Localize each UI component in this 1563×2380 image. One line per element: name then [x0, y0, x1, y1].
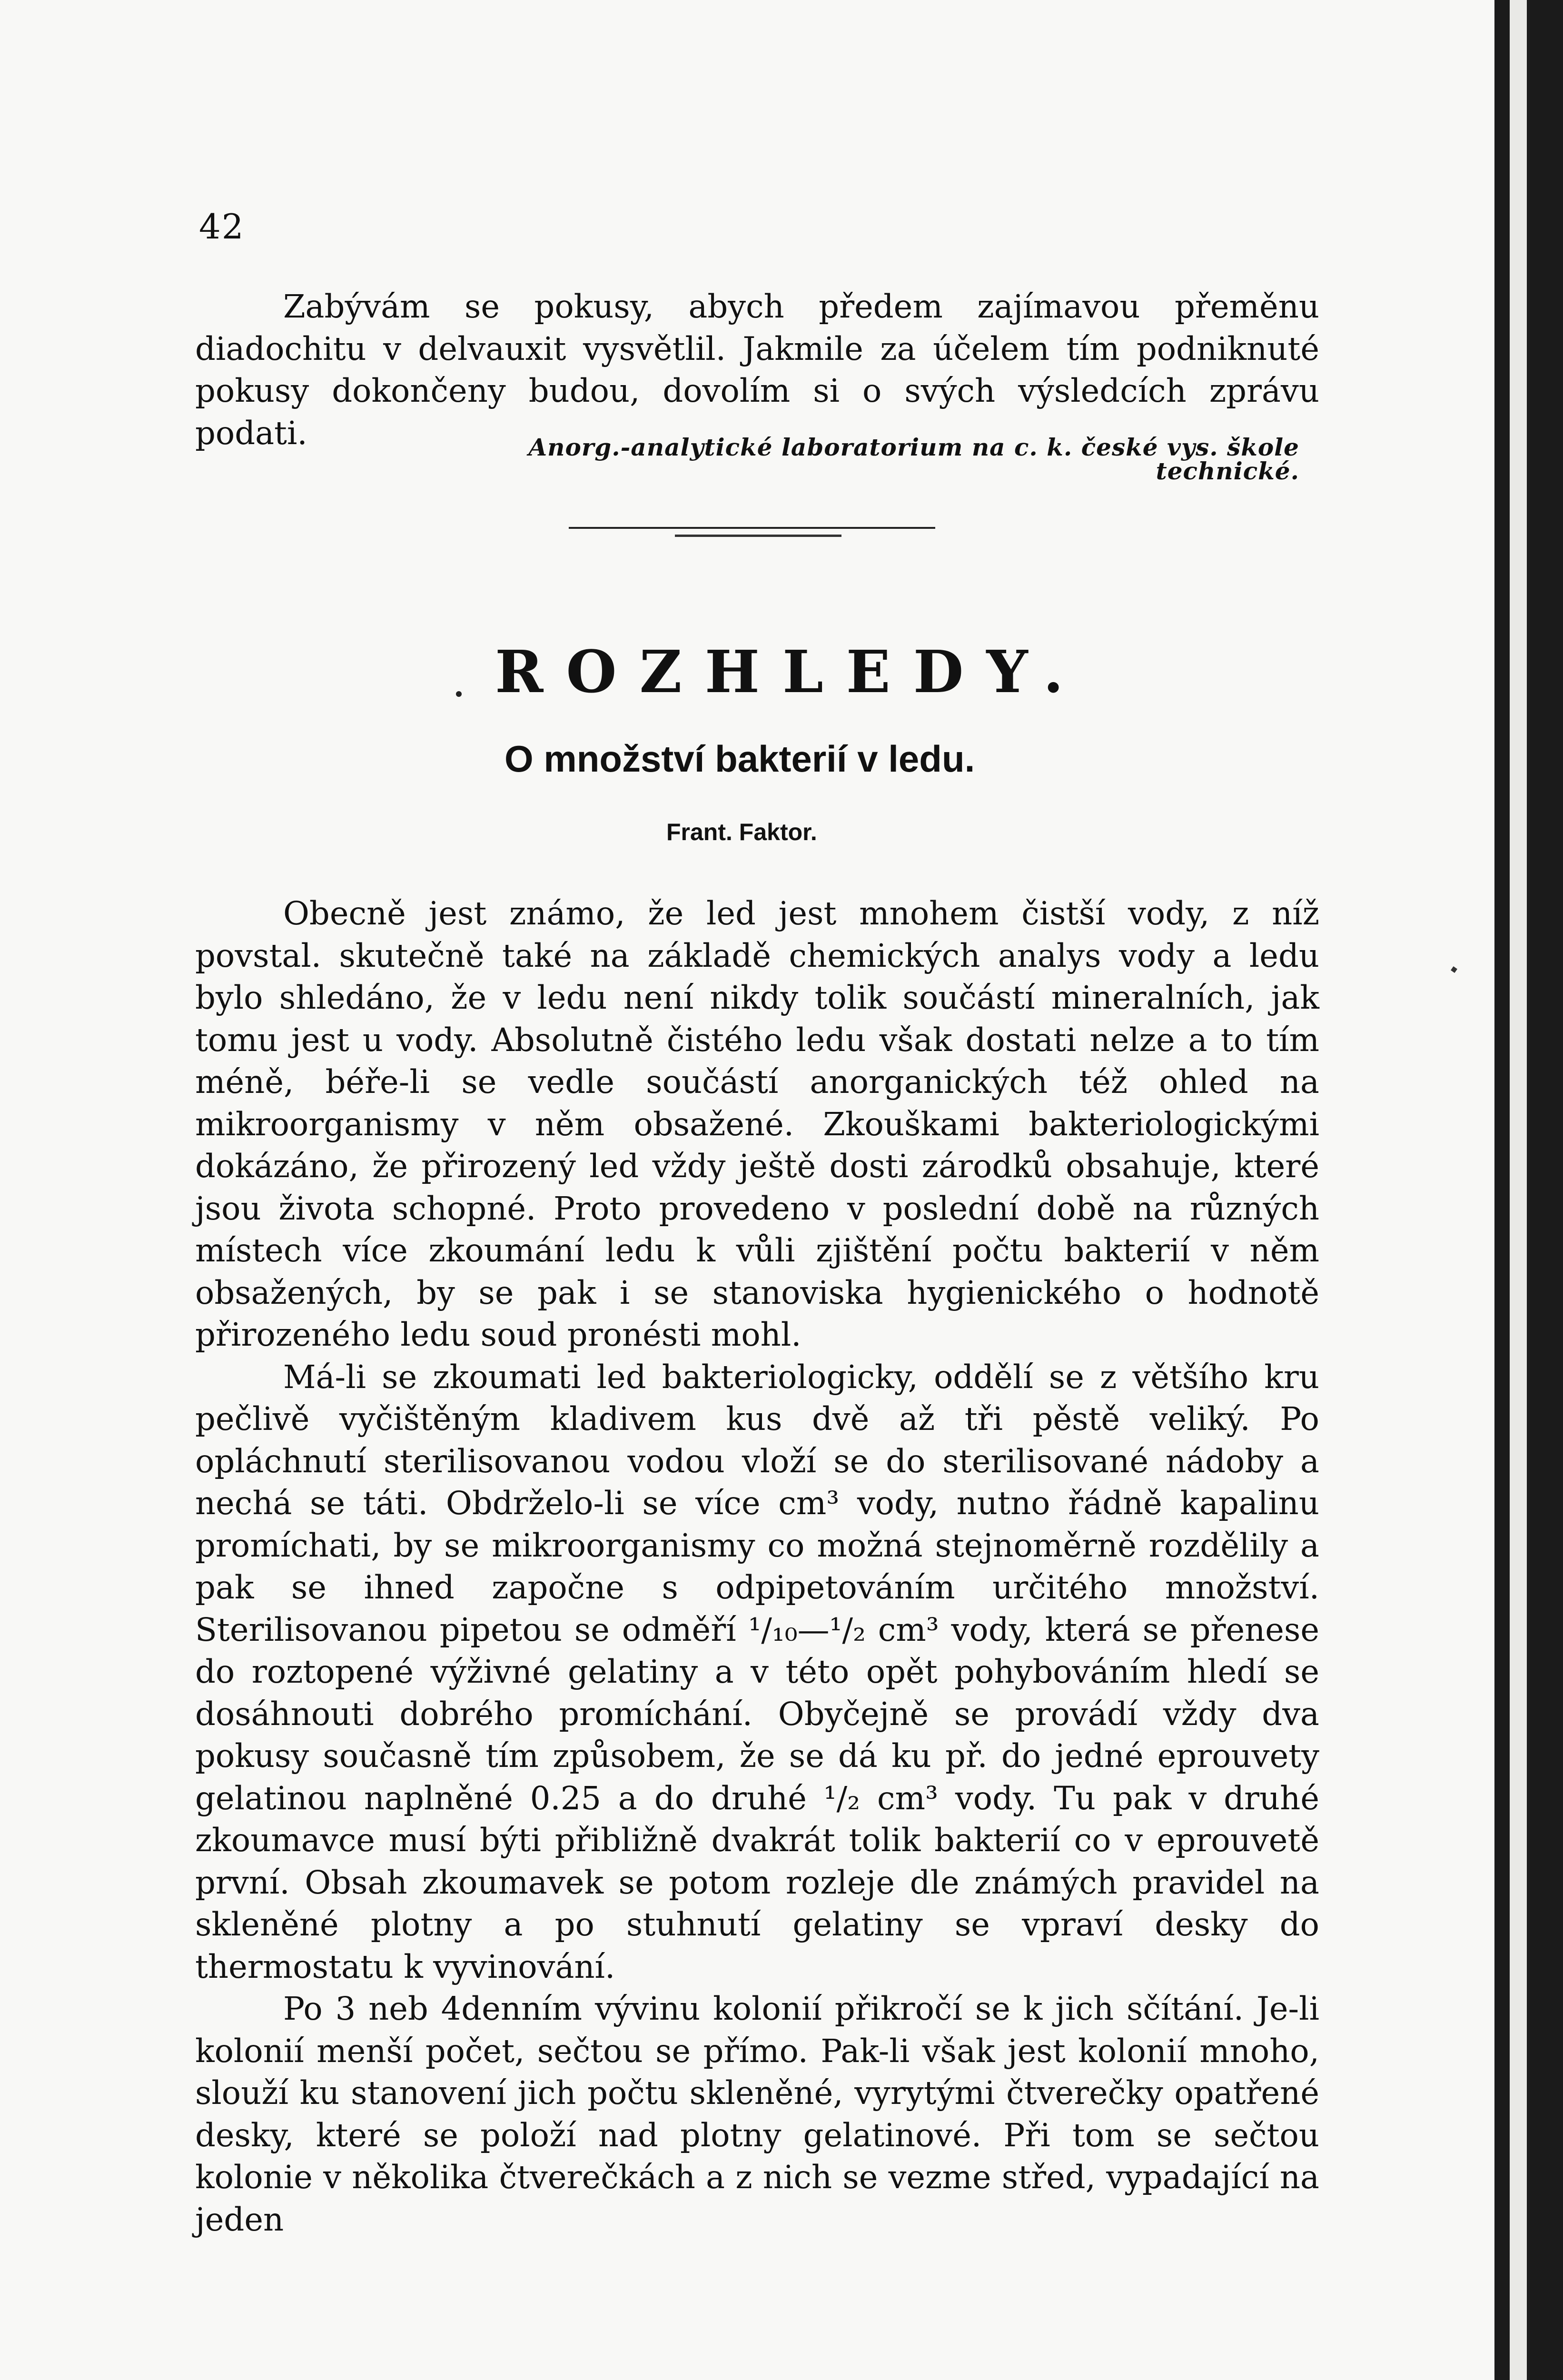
page-number: 42: [199, 207, 245, 247]
article-title: O množství bakterií v ledu.: [505, 738, 975, 780]
body-paragraph-2: Má-li se zkoumati led bakteriologicky, oddělí se z většího kru pečlivě vyčištěným kladivem kus dvě až tři pěstě veliký. Po opláchnutí sterilisovanou vodou vloží se do sterilisované nádoby a nechá se táti. Obdrželo-li se více cm³ vody, nutno řádně kapalinu promíchati, by se mikroorganismy co možná stejnoměrně rozdělily a pak se ihned započne s odpipetováním určitého množství. Sterilisovanou pipetou se odměří ¹/₁₀—¹/₂ cm³ vody, která se přenese do roztopené výživné gelatiny a v této opět pohybováním hledí se dosáhnouti dobrého promíchání. Obyčejně se provádí vždy dva pokusy současně tím způsobem, že se dá ku př. do jedné eprouvety gelatinou naplněné 0.25 a do druhé ¹/₂ cm³ vody. Tu pak v druhé zkoumavce musí býti přibližně dvakrát tolik bakterií co v eprouvetě první. Obsah zkoumavek se potom rozleje dle známých pravidel na skleněné plotny a po stuhnutí gelatiny se vpraví desky do thermostatu k vyvinování.: [195, 1358, 1319, 1985]
page-edge-strip: [1510, 0, 1527, 2380]
section-divider-short: [675, 535, 841, 537]
page-edge-shadow: [1494, 0, 1563, 2380]
article-author: Frant. Faktor.: [666, 819, 817, 845]
section-divider-long: [569, 527, 935, 529]
body-paragraph-1: Obecně jest známo, že led jest mnohem čistší vody, z níž povstal. skutečně také na základě chemických analys vody a ledu bylo shledáno, že v ledu není nikdy tolik součástí mineralních, jak tomu jest u vody. Absolutně čistého ledu však dostati nelze a to tím méně, béře-li se vedle součástí anorganických též ohled na mikroorganismy v něm obsažené. Zkouškami bakteriologickými dokázáno, že přirozený led vždy ještě dosti zárodků obsahuje, které jsou života schopné. Proto provedeno v poslední době na různých místech více zkoumání ledu k vůli zjištění počtu bakterií v něm obsažených, by se pak i se stanoviska hygienického o hodnotě přirozeného ledu soud pronésti mohl.: [195, 895, 1319, 1353]
section-heading: ROZHLEDY.: [495, 637, 1087, 706]
laboratory-signature: Anorg.-analytické laboratorium na c. k. české vys. škole technické.: [528, 433, 1299, 485]
article-body: [195, 892, 1319, 2241]
intro-paragraph: Zabývám se pokusy, abych předem zajímavou přeměnu diadochitu v delvauxit vysvětlil. Jakmile za účelem tím podniknuté pokusy dokončeny budou, dovolím si o svých výsledcích zprávu podati.: [195, 288, 1319, 452]
intro-section: [195, 286, 1319, 454]
heading-dot-mark: [456, 691, 462, 697]
body-paragraph-3: Po 3 neb 4denním vývinu kolonií přikročí se k jich sčítání. Je-li kolonií menší počet, sečtou se přímo. Pak-li však jest kolonií mnoho, slouží ku stanovení jich počtu skleněné, vyrytými čtverečky opatřené desky, které se položí nad plotny gelatinové. Při tom se sečtou kolonie v několika čtverečkách a z nich se vezme střed, vypadající na jeden: [195, 1990, 1319, 2238]
